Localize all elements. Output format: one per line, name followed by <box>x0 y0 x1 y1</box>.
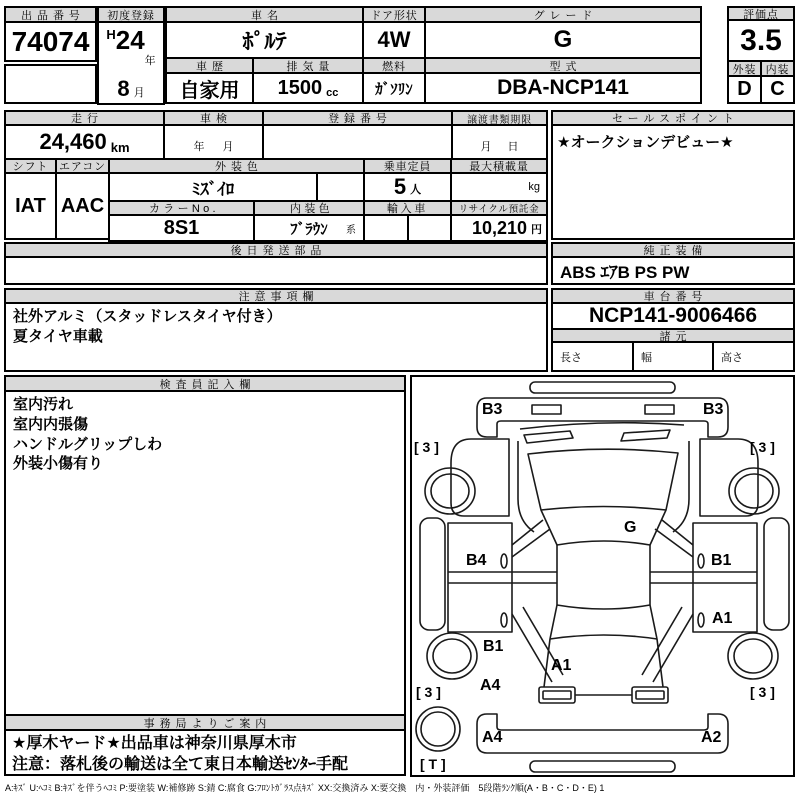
inspector-line: 室内汚れ <box>13 396 74 413</box>
recycle-unit: 円 <box>531 224 542 236</box>
mark-front-right-tire: [ 3 ] <box>750 439 775 455</box>
capacity-number: 5 <box>393 174 407 199</box>
door-label: ドア形状 <box>362 6 426 23</box>
int-color-suffix: 系 <box>346 225 356 236</box>
mark-left-front-door: B4 <box>466 552 487 569</box>
car-outline-drawing <box>412 377 793 775</box>
fuel-label: 燃料 <box>362 57 426 74</box>
capacity-value <box>363 172 452 202</box>
mark-front-bumper-left: B3 <box>482 401 503 418</box>
import-cell-right <box>407 214 452 242</box>
interior-value: C <box>760 75 795 104</box>
interior-label: 内装 <box>760 60 795 77</box>
sales-point-label: セールスポイント <box>551 110 795 126</box>
shift-value: IAT <box>4 172 57 240</box>
mark-rear-bumper-right: A2 <box>701 729 722 746</box>
mileage-unit: km <box>110 140 130 155</box>
chassis-no-value: NCP141-9006466 <box>551 302 795 330</box>
inspector-line: ハンドルグリップしわ <box>13 435 163 453</box>
capacity-label: 乗車定員 <box>363 158 452 174</box>
reg-no-value <box>262 124 453 160</box>
mark-spare-tire: [ T ] <box>420 756 446 772</box>
score-value: 3.5 <box>727 19 795 62</box>
color-no-value: 8S1 <box>108 214 255 242</box>
spec-width-cell: 幅 <box>632 341 714 372</box>
recycle-label: リサイクル預託金 <box>450 200 548 216</box>
door-value: 4W <box>362 21 426 59</box>
aircon-label: エアコン <box>55 158 110 174</box>
color-no-label: カラーNo. <box>108 200 255 216</box>
model-code-value: DBA-NCP141 <box>424 72 702 104</box>
auction-no-value: 74074 <box>4 21 97 62</box>
mark-right-rear-door: A1 <box>712 610 733 627</box>
caution-line: 社外アルミ（スタッドレスタイヤ付き） <box>13 308 282 325</box>
car-name-value: ﾎﾟﾙﾃ <box>165 21 364 59</box>
office-label: 事務局よりご案内 <box>4 714 406 731</box>
equipment-label: 純正装備 <box>551 242 795 258</box>
mark-left-rocker: A4 <box>480 677 501 694</box>
first-reg-month: 8 <box>117 76 130 101</box>
int-color-value <box>253 214 365 242</box>
first-reg-era: H <box>106 27 116 42</box>
car-name-label: 車名 <box>165 6 364 23</box>
max-load-unit: kg <box>528 181 540 193</box>
inspector-line: 外装小傷有り <box>13 455 104 473</box>
caution-value <box>4 302 548 372</box>
later-parts-value <box>4 256 548 285</box>
first-reg-value <box>97 21 165 105</box>
mileage-number: 24,460 <box>39 129 107 154</box>
ext-color-label: 外装色 <box>108 158 365 174</box>
mark-rear-left-tire: [ 3 ] <box>416 684 441 700</box>
spec-label: 諸元 <box>551 328 795 343</box>
shift-label: シフト <box>4 158 57 174</box>
sales-point-value: ★オークションデビュー★ <box>551 124 795 240</box>
first-reg-month-unit: 月 <box>133 87 145 99</box>
aircon-value: AAC <box>55 172 110 240</box>
first-reg-year-unit: 年 <box>144 55 156 68</box>
equipment-value: ABS ｴｱB PS PW <box>551 256 795 285</box>
int-color-name: ﾌﾞﾗｳﾝ <box>290 220 328 238</box>
displacement-unit: cc <box>326 87 339 99</box>
recycle-value <box>450 214 548 242</box>
import-label: 輸入車 <box>363 200 452 216</box>
import-cell-left <box>363 214 409 242</box>
transfer-label: 譲渡書類期限 <box>451 110 548 126</box>
model-code-label: 型式 <box>424 57 702 74</box>
caution-line: 夏タイヤ車載 <box>13 327 103 345</box>
office-line: ★厚木ヤード★出品車は神奈川県厚木市 <box>12 735 297 752</box>
max-load-label: 最大積載量 <box>450 158 548 174</box>
ext-color-value: ﾐｽﾞｲﾛ <box>108 172 318 202</box>
grade-label: グレード <box>424 6 702 23</box>
displacement-label: 排気量 <box>252 57 364 74</box>
office-line: 注意：落札後の輸送は全て東日本輸送ｾﾝﾀｰ手配 <box>12 756 349 774</box>
ext-color-sub-cell <box>316 172 365 202</box>
score-label: 評価点 <box>727 6 795 21</box>
spec-length-cell: 長さ <box>551 341 634 372</box>
transfer-month-unit: 月 <box>480 141 492 153</box>
mileage-value <box>4 124 165 160</box>
transfer-value <box>451 124 548 160</box>
history-value: 自家用 <box>165 72 254 104</box>
int-color-label: 内装色 <box>253 200 365 216</box>
grade-value: G <box>424 21 702 59</box>
inspector-label: 検査員記入欄 <box>4 375 406 392</box>
mark-rear-bumper-left: A4 <box>482 729 503 746</box>
spec-height-cell: 高さ <box>712 341 795 372</box>
caution-label: 注意事項欄 <box>4 288 548 304</box>
mileage-label: 走行 <box>4 110 165 126</box>
inspection-value <box>163 124 264 160</box>
inspector-notes <box>4 390 406 716</box>
mark-rear-right-tire: [ 3 ] <box>750 684 775 700</box>
exterior-label: 外装 <box>727 60 762 77</box>
reg-no-label: 登録番号 <box>262 110 453 126</box>
mark-front-left-tire: [ 3 ] <box>414 439 439 455</box>
displacement-number: 1500 <box>277 76 323 99</box>
inspection-month-unit: 月 <box>222 141 234 153</box>
mark-rear-gate: A1 <box>551 657 572 674</box>
later-parts-label: 後日発送部品 <box>4 242 548 258</box>
recycle-number: 10,210 <box>471 217 527 238</box>
capacity-unit: 人 <box>410 184 422 196</box>
inspection-label: 車検 <box>163 110 264 126</box>
empty-box <box>4 64 97 104</box>
damage-diagram <box>410 375 795 777</box>
inspection-year-unit: 年 <box>193 141 205 153</box>
auction-no-label: 出品番号 <box>4 6 97 23</box>
history-label: 車歴 <box>165 57 254 74</box>
mark-windshield: G <box>624 519 637 536</box>
mark-right-front-door: B1 <box>711 552 732 569</box>
chassis-no-label: 車台番号 <box>551 288 795 304</box>
fuel-value: ｶﾞｿﾘﾝ <box>362 72 426 104</box>
displacement-value <box>252 72 364 104</box>
office-notes <box>4 729 406 776</box>
exterior-value: D <box>727 75 762 104</box>
inspector-line: 室内内張傷 <box>13 415 89 433</box>
mark-front-bumper-right: B3 <box>703 401 724 418</box>
first-reg-year: 24 <box>115 25 145 55</box>
mark-left-quarter: B1 <box>483 638 504 655</box>
max-load-value <box>450 172 548 202</box>
transfer-day-unit: 日 <box>507 141 519 153</box>
first-reg-label: 初度登録 <box>97 6 165 23</box>
legend-text: A:ｷｽﾞ U:ﾍｺﾐ B:ｷｽﾞを伴うﾍｺﾐ P:要塗装 W:補修跡 S:錆 C:腐食 G:ﾌﾛﾝﾄｶﾞﾗｽ点ｷｽﾞ XX:交換済み X:要交換 内・外装評価 5段階ﾗﾝｸ順(A・B・C・D・E) 1 <box>5 783 605 793</box>
